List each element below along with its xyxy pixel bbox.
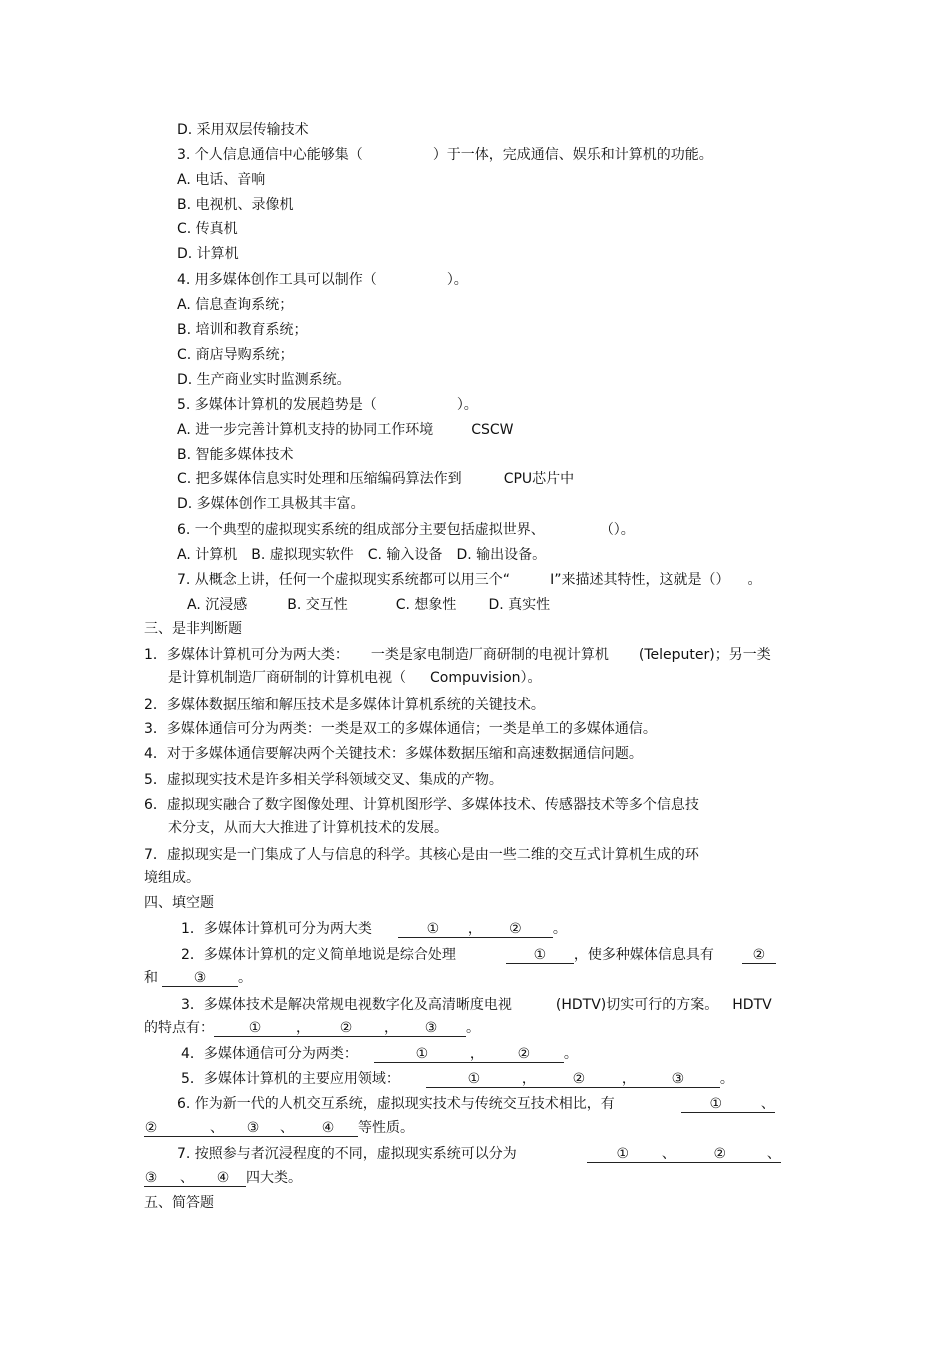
fill-q7-line2: ③ 、 ④ 四大类。	[144, 1170, 302, 1186]
mc-q5-option-d: D. 多媒体创作工具极其丰富。	[177, 496, 365, 512]
mc-q4-option-b: B. 培训和教育系统；	[177, 322, 308, 338]
blank[interactable]: ①	[426, 1071, 522, 1088]
blank[interactable]: ④	[298, 1120, 358, 1137]
blank[interactable]: ③	[636, 1071, 720, 1088]
blank[interactable]: ①	[681, 1096, 751, 1113]
q2-option-d: D. 采用双层传输技术	[177, 122, 309, 138]
blank[interactable]: ②	[308, 1020, 384, 1037]
fill-q3-line2: 的特点有： ① ， ② ， ③ 。	[144, 1020, 480, 1036]
mc-q3-option-c: C. 传真机	[177, 221, 238, 237]
fill-q5: 5．多媒体计算机的主要应用领域： ① ， ② ， ③ 。	[181, 1071, 734, 1087]
tf-q1-line1: 1．多媒体计算机可分为两大类： 一类是家电制造厂商研制的电视计算机 (Teleputer)；另一类	[144, 647, 771, 663]
fill-q2-line1: 2．多媒体计算机的定义简单地说是综合处理 ① ，使多种媒体信息具有 ②	[181, 946, 776, 964]
mc-q3-option-d: D. 计算机	[177, 246, 239, 262]
tf-q6-line2: 术分支，从而大大推进了计算机技术的发展。	[168, 820, 448, 836]
tf-q6-line1: 6．虚拟现实融合了数字图像处理、计算机图形学、多媒体技术、传感器技术等多个信息技	[144, 797, 699, 813]
fill-q2-line2: 和 ③ 。	[144, 970, 252, 986]
tf-q4: 4．对于多媒体通信要解决两个关键技术：多媒体数据压缩和高速数据通信问题。	[144, 746, 643, 762]
blank[interactable]: ①	[587, 1146, 659, 1163]
tf-q2: 2．多媒体数据压缩和解压技术是多媒体计算机系统的关键技术。	[144, 697, 545, 713]
mc-q6-stem: 6. 一个典型的虚拟现实系统的组成部分主要包括虚拟世界、 （）。	[177, 522, 635, 538]
blank[interactable]: ②	[478, 921, 553, 938]
mc-q4-option-d: D. 生产商业实时监测系统。	[177, 372, 351, 388]
mc-q5-stem: 5. 多媒体计算机的发展趋势是（ ）。	[177, 397, 478, 413]
mc-q5-option-c: C. 把多媒体信息实时处理和压缩编码算法作到 CPU芯片中	[177, 471, 575, 487]
blank[interactable]: ②	[742, 947, 776, 964]
mc-q4-stem: 4. 用多媒体创作工具可以制作（ ）。	[177, 272, 468, 288]
blank[interactable]: ③	[396, 1020, 466, 1037]
mc-q4-option-a: A. 信息查询系统；	[177, 297, 294, 313]
fill-q6-line1: 6. 作为新一代的人机交互系统，虚拟现实技术与传统交互技术相比，有 ① 、	[177, 1096, 775, 1112]
blank[interactable]: ①	[398, 921, 468, 938]
mc-q3-stem: 3. 个人信息通信中心能够集（ ）于一体，完成通信、娱乐和计算机的功能。	[177, 147, 713, 163]
mc-q4-option-c: C. 商店导购系统；	[177, 347, 294, 363]
blank[interactable]: ①	[506, 947, 574, 964]
blank[interactable]: ④	[200, 1170, 246, 1187]
tf-q7-line2: 境组成。	[144, 870, 200, 886]
blank[interactable]: ③	[144, 1170, 158, 1186]
fill-q7-line1: 7. 按照参与者沉浸程度的不同，虚拟现实系统可以分为 ① 、 ② 、	[177, 1146, 781, 1162]
blank[interactable]: ②	[144, 1120, 158, 1136]
mc-q3-option-b: B. 电视机、录像机	[177, 197, 294, 213]
fill-q1: 1．多媒体计算机可分为两大类 ① ， ② 。	[181, 921, 567, 937]
mc-q7-options: A. 沉浸感 B. 交互性 C. 想象性 D. 真实性	[187, 597, 551, 613]
tf-q7-line1: 7．虚拟现实是一门集成了人与信息的科学。其核心是由一些二维的交互式计算机生成的环	[144, 847, 699, 863]
fill-q6-line2: ② 、 ③ 、 ④ 等性质。	[144, 1120, 414, 1136]
mc-q7-stem: 7. 从概念上讲，任何一个虚拟现实系统都可以用三个“ I”来描述其特性，这就是（） 。	[177, 572, 762, 588]
blank[interactable]: ②	[536, 1071, 622, 1088]
blank[interactable]: ①	[214, 1020, 296, 1037]
blank[interactable]: ③	[230, 1120, 276, 1137]
section5-heading: 五、简答题	[144, 1195, 214, 1211]
mc-q3-option-a: A. 电话、音响	[177, 172, 266, 188]
blank[interactable]: ③	[162, 970, 238, 987]
mc-q6-options: A. 计算机 B. 虚拟现实软件 C. 输入设备 D. 输出设备。	[177, 547, 547, 563]
fill-q4: 4．多媒体通信可分为两类： ① ， ② 。	[181, 1046, 578, 1062]
blank[interactable]: ②	[484, 1046, 564, 1063]
mc-q5-option-b: B. 智能多媒体技术	[177, 447, 294, 463]
section3-heading: 三、是非判断题	[144, 621, 242, 637]
mc-q5-option-a: A. 进一步完善计算机支持的协同工作环境 CSCW	[177, 422, 514, 438]
blank[interactable]: ②	[679, 1146, 761, 1163]
blank[interactable]: ①	[374, 1046, 470, 1063]
section4-heading: 四、填空题	[144, 895, 214, 911]
tf-q5: 5．虚拟现实技术是许多相关学科领域交叉、集成的产物。	[144, 772, 503, 788]
tf-q1-line2: 是计算机制造厂商研制的计算机电视（ Compuvision）。	[168, 670, 542, 686]
fill-q3-line1: 3．多媒体技术是解决常规电视数字化及高清晰度电视 (HDTV)切实可行的方案。 HDTV	[181, 997, 772, 1013]
tf-q3: 3．多媒体通信可分为两类：一类是双工的多媒体通信；一类是单工的多媒体通信。	[144, 721, 657, 737]
